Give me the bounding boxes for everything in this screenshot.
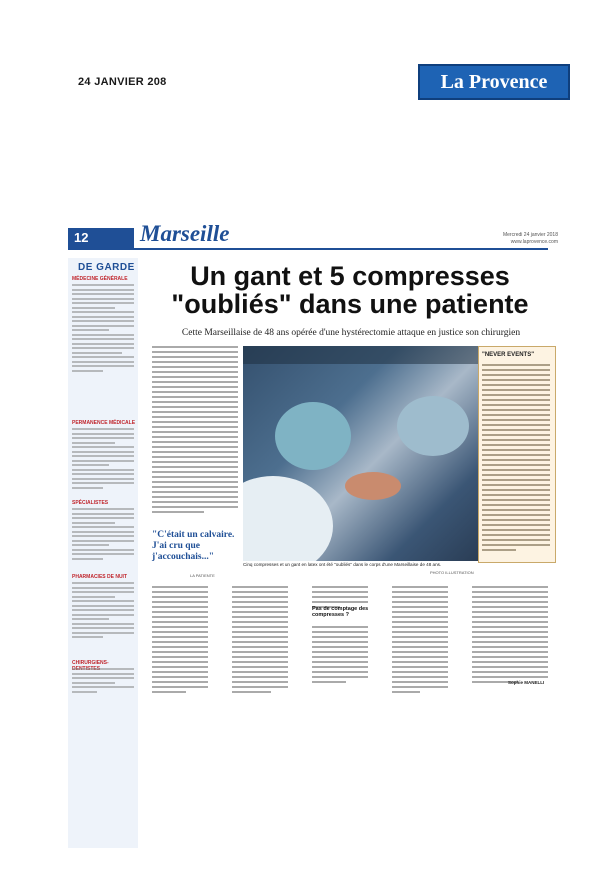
article-text-block [152,586,208,696]
pull-quote: "C'était un calvaire. J'ai cru que j'accouchais..." [152,530,235,562]
surgeon-shoulder-shape [243,476,333,561]
article-photo [243,346,478,561]
section-title: Marseille [140,221,230,246]
article-headline: Un gant et 5 compresses "oubliés" dans une patiente [171,261,529,319]
photo-caption: Cinq compresses et un gant en latex ont été "oubliés" dans le corps d'une Marseillaise de 48 ans. [243,562,442,567]
photo-credit: PHOTO ILLUSTRATION [430,570,474,575]
surgery-photo-illustration [243,346,478,561]
sidebar-heading: MÉDECINE GÉNÉRALE [72,276,128,282]
sidebar-text-block [72,428,134,491]
sidebar-text-block [72,284,134,374]
newspaper-logo: La Provence [418,64,570,100]
article-subhead: Pas de comptage des compresses ? [312,606,369,618]
sidebar-heading: PHARMACIES DE NUIT [72,574,128,580]
box-text-block [482,364,550,554]
pull-quote-credit: LA PATIENTE [190,573,215,578]
section-divider [68,248,548,250]
page-header-info: Mercredi 24 janvier 2018 www.laprovence.com [502,232,558,245]
article-text-block [472,586,548,686]
article-text-block [392,586,448,696]
article-text-block [232,586,288,696]
page-date: 24 JANVIER 208 [78,76,167,88]
article-text-block [152,346,238,516]
sidebar-text-block [72,508,134,562]
surgeon-cap-shape-2 [397,396,469,456]
sidebar-title: DE GARDE [78,262,135,273]
photo-top-shadow [243,346,478,364]
sidebar-heading: PERMANENCE MÉDICALE [72,420,136,426]
article-standfirst: Cette Marseillaise de 48 ans opérée d'une hystérectomie attaque en justice son chirurgien [181,328,521,338]
box-title: "NEVER EVENTS" [482,352,535,358]
article-signature: Sophie MANELLI [508,680,545,685]
article-text-block [312,626,368,686]
sidebar-heading: CHIRURGIENS- [72,660,109,666]
surgeon-cap-shape [275,402,351,470]
sidebar-text-block [72,582,134,641]
page-number: 12 [68,228,134,248]
sidebar-text-block [72,668,134,695]
sidebar-heading: SPÉCIALISTES [72,500,109,506]
operating-field-shape [345,472,401,500]
